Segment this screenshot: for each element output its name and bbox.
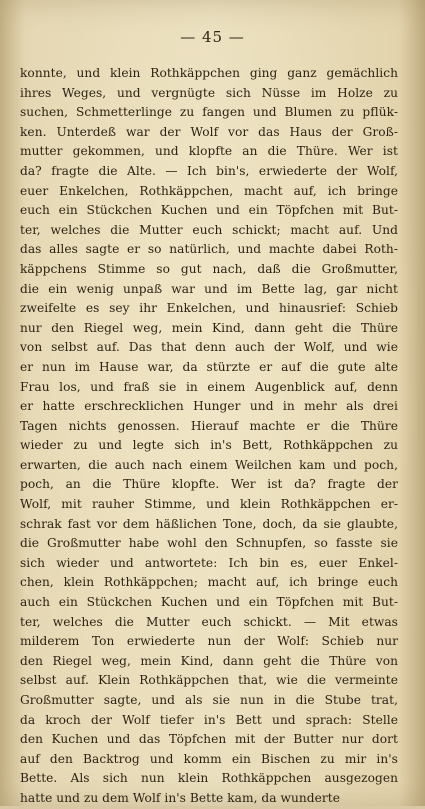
text-line: auch ein Stückchen Kuchen und ein Töpfchen mit But- [20,595,398,610]
text-line: zweifelte es sey ihr Enkelchen, und hinausrief: Schieb [20,301,398,316]
text-line: das alles sagte er so natürlich, und machte dabei Roth- [20,242,398,257]
text-line: die ein wenig unpaß war und im Bette lag, gar nicht [20,281,398,296]
text-line: käppchens Stimme so gut nach, daß die Großmutter, [20,261,398,276]
text-line: konnte, und klein Rothkäppchen ging ganz gemächlich [20,66,398,80]
text-line: sich wieder und antwortete: Ich bin es, euer Enkel- [20,555,398,570]
text-line: schrak fast vor dem häßlichen Tone, doch, da sie glaubte, [20,516,398,531]
text-line: nur den Riegel weg, mein Kind, dann geht die Thüre [20,320,398,335]
text-line: Tagen nichts genossen. Hierauf machte er die Thüre [20,418,398,433]
text-line: den Kuchen und das Töpfchen mit der Butter nur dort [20,732,398,747]
text-line: Wolf, mit rauher Stimme, und klein Rothkäppchen er- [20,497,398,512]
text-line: ter, welches die Mutter euch schickt. — Mit etwas [20,614,398,629]
text-line: selbst auf. Klein Rothkäppchen that, wie die vermeinte [20,673,398,688]
text-line: wieder zu und legte sich in's Bett, Rothkäppchen zu [20,438,398,453]
text-line: ken. Unterdeß war der Wolf vor das Haus der Groß- [20,124,398,139]
text-line: er hatte erschrecklichen Hunger und in mehr als drei [20,399,398,414]
text-line: ihres Weges, und vergnügte sich Nüsse im Holze zu [20,85,398,100]
text-line: Frau los, und fraß sie in einem Augenblick auf, denn [20,379,398,394]
text-line: milderem Ton erwiederte nun der Wolf: Schieb nur [20,634,398,649]
text-line: poch, an die Thüre klopfte. Wer ist da? fragte der [20,477,398,492]
text-line: die Großmutter habe wohl den Schnupfen, so fasste sie [20,536,398,551]
text-line: er nun im Hause war, da stürzte er auf die gute alte [20,359,398,374]
text-line: erwarten, die auch nach einem Weilchen kam und poch, [20,457,398,472]
text-line: hatte und zu dem Wolf in's Bette kam, da wunderte [20,790,340,805]
text-line: da kroch der Wolf tiefer in's Bett und sprach: Stelle [20,712,398,727]
text-line: Bette. Als sich nun klein Rothkäppchen ausgezogen [20,771,398,786]
body-text [20,64,398,809]
text-line: chen, klein Rothkäppchen; macht auf, ich bringe euch [20,575,398,590]
text-line: auf den Backtrog und komm ein Bischen zu mir in's [20,751,398,766]
text-line: euch ein Stückchen Kuchen und ein Töpfchen mit But- [20,203,398,218]
text-line: mutter gekommen, und klopfte an die Thüre. Wer ist [20,144,398,159]
text-line: euer Enkelchen, Rothkäppchen, macht auf, ich bringe [20,183,398,198]
text-line: den Riegel weg, mein Kind, dann geht die Thüre von [20,653,398,668]
text-line: ter, welches die Mutter euch schickt; macht auf. Und [20,222,398,237]
text-line: Großmutter sagte, und als sie nun in die Stube trat, [20,693,398,707]
page-number: — 45 — [180,28,245,46]
text-line: von selbst auf. Das that denn auch der Wolf, und wie [20,340,398,355]
text-line: da? fragte die Alte. — Ich bin's, erwiederte der Wolf, [20,163,398,178]
text-line: suchen, Schmetterlinge zu fangen und Blumen zu pflük- [20,105,398,120]
